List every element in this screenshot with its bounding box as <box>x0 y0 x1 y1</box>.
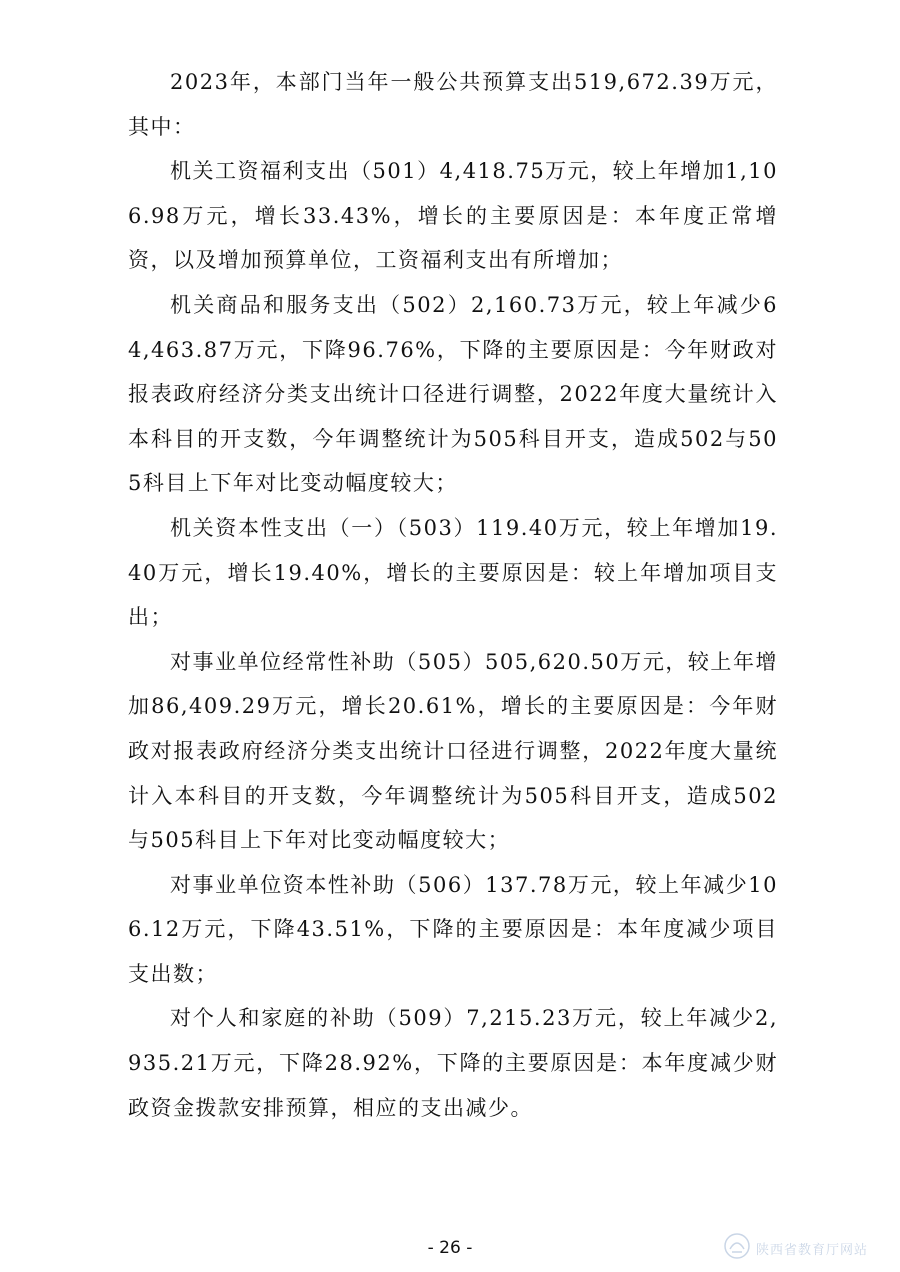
paragraph-total-expenditure: 2023年，本部门当年一般公共预算支出519,672.39万元，其中： <box>128 70 778 139</box>
paragraph-506-capital-subsidy: 对事业单位资本性补助（506）137.78万元，较上年减少106.12万元，下降43.51%，下降的主要原因是：本年度减少项目支出数； <box>128 872 778 986</box>
paragraph-501-salary: 机关工资福利支出（501）4,418.75万元，较上年增加1,106.98万元，增长33.43%，增长的主要原因是：本年度正常增资，以及增加预算单位，工资福利支出有所增加； <box>128 159 778 273</box>
paragraph-503-capital: 机关资本性支出（一）（503）119.40万元，较上年增加19.40万元，增长19.40%，增长的主要原因是：较上年增加项目支出； <box>128 515 778 630</box>
paragraph-509-household-subsidy: 对个人和家庭的补助（509）7,215.23万元，较上年减少2,935.21万元，下降28.92%，下降的主要原因是：本年度减少财政资金拨款安排预算，相应的支出减少。 <box>128 1006 778 1120</box>
paragraph-505-institution-subsidy: 对事业单位经常性补助（505）505,620.50万元，较上年增加86,409.29万元，增长20.61%，增长的主要原因是：今年财政对报表政府经济分类支出统计口径进行调整，2022年度大量统计入本科目的开支数，今年调整统计为505科目开支，造成502与505科目上下年对比变动幅度较大； <box>128 649 778 853</box>
page-number: - 26 - <box>427 1238 473 1258</box>
paragraph-502-goods-services: 机关商品和服务支出（502）2,160.73万元，较上年减少64,463.87万元，下降96.76%，下降的主要原因是：今年财政对报表政府经济分类支出统计口径进行调整，2022年度大量统计入本科目的开支数，今年调整统计为505科目开支，造成502与505科目上下年对比变动幅度较大； <box>128 292 778 496</box>
watermark <box>722 1230 892 1266</box>
emblem-icon <box>722 1231 752 1265</box>
watermark-text: 陕西省教育厅网站 <box>756 1242 869 1258</box>
document-body <box>128 60 778 1130</box>
